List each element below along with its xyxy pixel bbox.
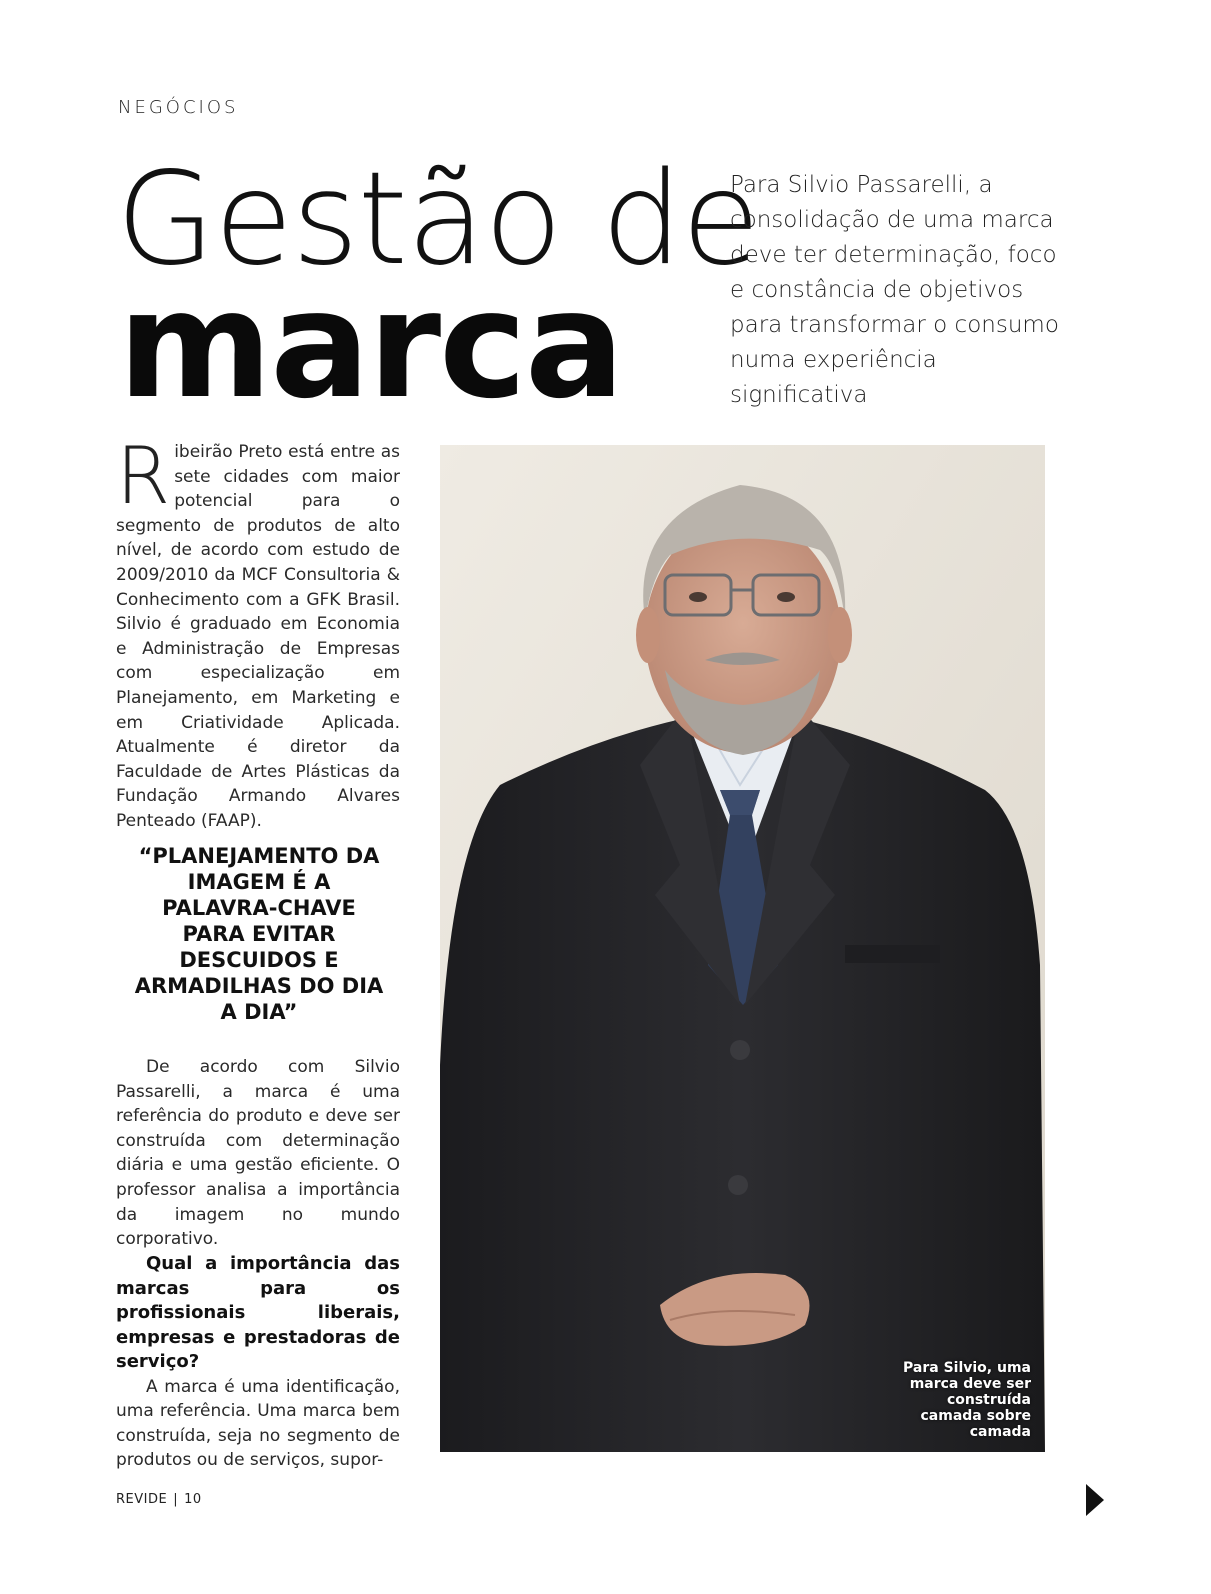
headline-line-1: Gestão de <box>116 145 760 294</box>
drop-cap: R <box>116 432 171 522</box>
page-footer <box>116 1492 202 1507</box>
footer-separator: | <box>173 1492 179 1507</box>
page-number: 10 <box>184 1492 202 1507</box>
intro-text: ibeirão Preto está entre as sete cidades com maior potencial para o segmento de produtos de alto nível, de acordo com estudo de 2009/2010 da MCF Consultoria & Conhecimento com a GFK Brasil. Silvio é graduado em Economia e Administração de Empresas com especialização em Planejamento, em Marketing e em Criatividade Aplicada. Atualmente é diretor da Faculdade de Artes Plásticas da Fundação Armando Alvares Penteado (FAAP). <box>116 442 400 831</box>
photo-caption: Para Silvio, uma marca deve ser construída camada sobre camada <box>903 1360 1031 1440</box>
interview-answer: A marca é uma identificação, uma referência. Uma marca bem construída, seja no segmento de produtos ou de serviços, supor- <box>116 1376 400 1471</box>
portrait-illustration <box>440 445 1045 1452</box>
interview-question: Qual a importância das marcas para os profissionais liberais, empresas e prestadoras de serviço? <box>116 1253 400 1372</box>
next-page-arrow-icon[interactable] <box>1086 1484 1104 1516</box>
section-label: NEGÓCIOS <box>118 97 239 118</box>
portrait-photo <box>440 445 1045 1452</box>
intro-paragraph <box>116 432 400 834</box>
qa-block <box>116 1252 400 1473</box>
pull-quote: “PLANEJAMENTO DA IMAGEM É A PALAVRA-CHAVE PARA EVITAR DESCUIDOS E ARMADILHAS DO DIA A DIA” <box>134 844 384 1024</box>
body-paragraph-1 <box>116 1055 400 1252</box>
headline-line-2: marca <box>118 259 623 431</box>
magazine-name: REVIDE <box>116 1492 168 1507</box>
standfirst: Para Silvio Passarelli, a consolidação de uma marca deve ter determinação, foco e constância de objetivos para transformar o consumo numa experiência significativa <box>730 172 1059 408</box>
body-text-1: De acordo com Silvio Passarelli, a marca é uma referência do produto e deve ser construída com determinação diária e uma gestão eficiente. O professor analisa a importância da imagem no mundo corporativo. <box>116 1057 400 1250</box>
